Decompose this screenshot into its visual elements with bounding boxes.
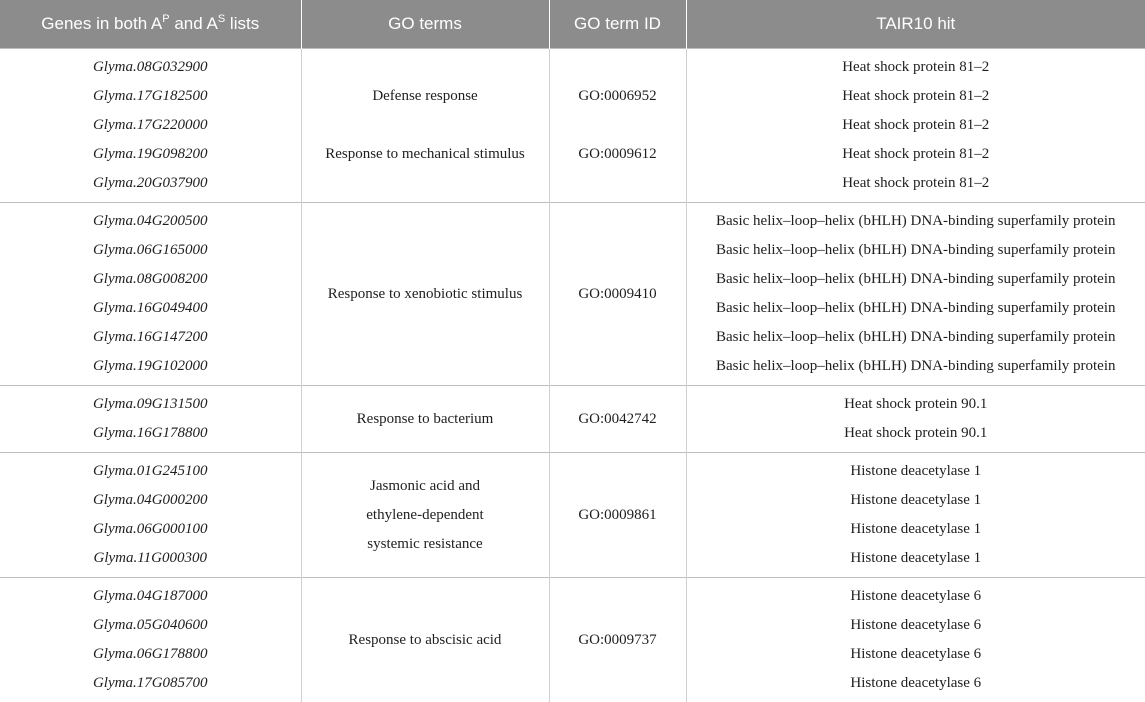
go-term-cell-line: Defense response [302,82,549,111]
gene-cell-line: Glyma.08G032900 [0,53,301,82]
header-tair-hit: TAIR10 hit [686,0,1145,49]
go-term-cell-line: ethylene-dependent [302,501,549,530]
tair-hit-cell-line: Basic helix–loop–helix (bHLH) DNA-binding superfamily protein [687,352,1145,381]
tair-hit-cell-line: Heat shock protein 90.1 [687,390,1145,419]
table-row [0,386,1145,453]
tair-hit-cell [686,453,1145,578]
tair-hit-cell-line: Heat shock protein 81–2 [687,53,1145,82]
go-id-cell-line: GO:0042742 [550,405,686,434]
tair-hit-cell-line: Histone deacetylase 6 [687,611,1145,640]
go-id-cell-line: GO:0009861 [550,501,686,530]
gene-cell-line: Glyma.09G131500 [0,390,301,419]
gene-cell-line: Glyma.01G245100 [0,457,301,486]
tair-hit-cell-line: Basic helix–loop–helix (bHLH) DNA-binding superfamily protein [687,294,1145,323]
go-id-cell-line: GO:0006952 [550,82,686,111]
tair-hit-cell-line: Histone deacetylase 1 [687,544,1145,573]
gene-cell [0,49,301,203]
header-go-term-id: GO term ID [549,0,686,49]
go-term-cell-line: Response to mechanical stimulus [302,140,549,169]
tair-hit-cell-line: Basic helix–loop–helix (bHLH) DNA-binding superfamily protein [687,265,1145,294]
go-term-cell [301,49,549,203]
tair-hit-cell [686,49,1145,203]
gene-cell [0,386,301,453]
go-term-cell-line: Response to bacterium [302,405,549,434]
table-row [0,203,1145,386]
gene-cell-line: Glyma.04G187000 [0,582,301,611]
header-genes [0,0,301,49]
go-id-cell-line: GO:0009737 [550,626,686,655]
go-term-cell-line: Response to xenobiotic stimulus [302,280,549,309]
gene-cell-line: Glyma.06G178800 [0,640,301,669]
header-genes-sup-p: P [162,13,169,25]
tair-hit-cell-line: Basic helix–loop–helix (bHLH) DNA-binding superfamily protein [687,207,1145,236]
gene-cell-line: Glyma.16G178800 [0,419,301,448]
gene-cell [0,453,301,578]
gene-cell [0,203,301,386]
go-term-cell [301,386,549,453]
gene-cell-line: Glyma.08G008200 [0,265,301,294]
header-genes-mid: and A [170,14,218,33]
go-term-cell [301,453,549,578]
gene-cell-line: Glyma.19G102000 [0,352,301,381]
go-id-cell-line: GO:0009612 [550,140,686,169]
tair-hit-cell-line: Histone deacetylase 1 [687,457,1145,486]
header-row [0,0,1145,49]
gene-cell-line: Glyma.20G037900 [0,169,301,198]
gene-cell-line: Glyma.16G049400 [0,294,301,323]
tair-hit-cell [686,386,1145,453]
tair-hit-cell [686,578,1145,702]
tair-hit-cell-line: Histone deacetylase 1 [687,486,1145,515]
tair-hit-cell-line: Heat shock protein 81–2 [687,82,1145,111]
header-genes-post: lists [225,14,259,33]
go-id-cell [549,386,686,453]
tair-hit-cell-line: Heat shock protein 81–2 [687,140,1145,169]
gene-cell-line: Glyma.04G200500 [0,207,301,236]
table-body [0,49,1145,702]
table-row [0,49,1145,203]
go-term-cell-line: systemic resistance [302,530,549,559]
tair-hit-cell-line: Basic helix–loop–helix (bHLH) DNA-binding superfamily protein [687,323,1145,352]
table-row [0,453,1145,578]
tair-hit-cell [686,203,1145,386]
tair-hit-cell-line: Histone deacetylase 6 [687,669,1145,698]
gene-cell-line: Glyma.17G220000 [0,111,301,140]
go-id-cell-line: GO:0009410 [550,280,686,309]
table-row [0,578,1145,702]
gene-cell-line: Glyma.11G000300 [0,544,301,573]
go-term-cell [301,578,549,702]
gene-cell-line: Glyma.16G147200 [0,323,301,352]
tair-hit-cell-line: Heat shock protein 90.1 [687,419,1145,448]
tair-hit-cell-line: Histone deacetylase 6 [687,640,1145,669]
tair-hit-cell-line: Histone deacetylase 1 [687,515,1145,544]
go-id-cell [549,203,686,386]
gene-cell-line: Glyma.06G000100 [0,515,301,544]
gene-cell-line: Glyma.06G165000 [0,236,301,265]
go-id-cell [549,49,686,203]
header-go-terms: GO terms [301,0,549,49]
go-term-cell-line: Jasmonic acid and [302,472,549,501]
tair-hit-cell-line: Heat shock protein 81–2 [687,169,1145,198]
gene-cell-line: Glyma.19G098200 [0,140,301,169]
gene-cell-line: Glyma.17G182500 [0,82,301,111]
go-term-cell-line: Response to abscisic acid [302,626,549,655]
go-term-cell [301,203,549,386]
gene-cell-line: Glyma.05G040600 [0,611,301,640]
go-id-cell [549,578,686,702]
tair-hit-cell-line: Heat shock protein 81–2 [687,111,1145,140]
gene-cell-line: Glyma.17G085700 [0,669,301,698]
tair-hit-cell-line: Basic helix–loop–helix (bHLH) DNA-binding superfamily protein [687,236,1145,265]
go-id-cell [549,453,686,578]
header-genes-pre: Genes in both A [41,14,162,33]
gene-cell-line: Glyma.04G000200 [0,486,301,515]
gene-cell [0,578,301,702]
header-genes-sup-s: S [218,13,225,25]
tair-hit-cell-line: Histone deacetylase 6 [687,582,1145,611]
